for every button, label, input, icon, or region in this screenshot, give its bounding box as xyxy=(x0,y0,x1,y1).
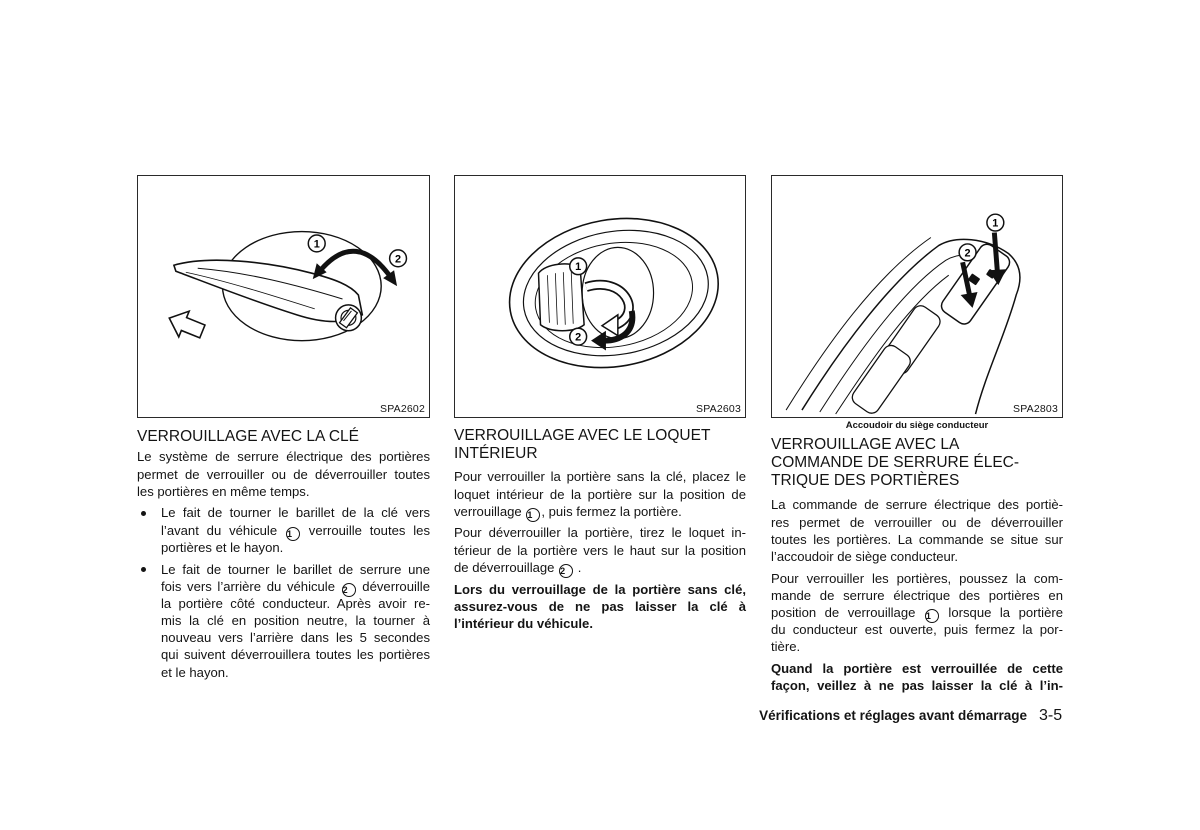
inside-latch-illustration xyxy=(455,176,745,417)
text-segment: verrouille toutes les xyxy=(300,522,430,538)
heading-line: VERROUILLAGE AVEC LE LOQUET xyxy=(454,427,711,444)
section-body xyxy=(137,448,430,685)
text-line: res permet de verrouiller ou de déverrouiller xyxy=(771,514,1063,530)
svg-text:2: 2 xyxy=(575,331,582,344)
text-line: la portière côté conducteur. Après avoir re- xyxy=(161,595,430,611)
circled-number: 2 xyxy=(342,583,356,597)
text-segment: verrouillage xyxy=(454,503,526,519)
heading-line: INTÉRIEUR xyxy=(454,444,538,462)
svg-text:2: 2 xyxy=(964,247,971,260)
svg-text:1: 1 xyxy=(313,238,320,251)
text-line: tière. xyxy=(771,639,801,655)
text-line xyxy=(161,522,430,539)
text-segment: déverrouille xyxy=(356,578,430,594)
figure-code: SPA2602 xyxy=(380,403,425,415)
text-line: Quand la portière est verrouillée de cette xyxy=(771,661,1063,677)
paragraph xyxy=(137,448,430,500)
text-line: térieur de la portière vers le haut sur la position xyxy=(454,542,746,558)
svg-text:2: 2 xyxy=(395,253,402,266)
key-cylinder xyxy=(336,305,362,331)
text-line: Lors du verrouillage de la portière sans clé, xyxy=(454,581,746,597)
text-line: Pour verrouiller les portières, poussez la com- xyxy=(771,570,1063,586)
circled-number: 1 xyxy=(286,527,300,541)
callout-2 xyxy=(959,244,976,261)
callout-1 xyxy=(570,258,587,275)
text-segment: lorsque la portière xyxy=(939,605,1063,621)
figure-code: SPA2803 xyxy=(1013,403,1058,415)
text-line: les portières en même temps. xyxy=(137,483,310,499)
latch-bezel-outer xyxy=(498,202,731,383)
warning-paragraph xyxy=(771,660,1063,694)
text-line: Le fait de tourner le barillet de serrure une xyxy=(161,561,430,577)
svg-text:1: 1 xyxy=(575,261,582,274)
section-body xyxy=(454,468,746,636)
front-direction-arrow xyxy=(164,305,208,344)
bullet-item xyxy=(137,504,430,556)
callout-1 xyxy=(308,235,325,252)
text-line: Le système de serrure électrique des portières xyxy=(137,449,430,465)
callout-2 xyxy=(390,250,407,267)
paragraph xyxy=(771,496,1063,565)
text-line: qui suivent déverrouillera toutes les portières xyxy=(161,647,430,663)
text-line: Pour verrouiller la portière sans la clé, placez le xyxy=(454,469,746,485)
text-line xyxy=(161,578,430,595)
text-line: Le fait de tourner le barillet de la clé vers xyxy=(161,505,430,521)
section-heading xyxy=(454,427,746,462)
text-line: mis la clé en position neutre, la tourner à xyxy=(161,613,430,629)
figure-power-lock-switch xyxy=(771,175,1063,418)
text-line xyxy=(454,559,746,576)
text-segment: l’avant du véhicule xyxy=(161,522,285,538)
text-line: façon, veillez à ne pas laisser la clé à l’in- xyxy=(771,678,1063,694)
paragraph xyxy=(454,524,746,576)
text-line: et le hayon. xyxy=(161,664,229,680)
unlock-pull-arrow xyxy=(586,285,629,336)
callout-2 xyxy=(570,328,587,345)
circled-number: 2 xyxy=(559,564,573,578)
text-line: du conducteur est ouverte, puis fermez la por- xyxy=(771,622,1063,638)
figure-inside-latch xyxy=(454,175,746,418)
section-heading xyxy=(771,436,1063,490)
text-line: nouveau vers l’arrière dans les 5 secondes xyxy=(161,630,430,646)
heading-line: COMMANDE DE SERRURE ÉLEC- xyxy=(771,454,1020,471)
door-handle-illustration xyxy=(138,176,429,417)
text-segment: , puis fermez la portière. xyxy=(541,503,682,519)
text-line: permet de verrouiller ou de déverrouiller toutes xyxy=(137,466,430,482)
circled-number: 1 xyxy=(526,508,540,522)
armrest-switch-illustration xyxy=(772,176,1062,417)
heading-line: VERROUILLAGE AVEC LA xyxy=(771,436,960,453)
callout-1 xyxy=(987,214,1004,231)
text-line xyxy=(454,503,746,520)
text-segment: fois vers l’arrière du véhicule xyxy=(161,578,341,594)
text-line: assurez-vous de ne pas laisser la clé à xyxy=(454,598,746,614)
warning-paragraph xyxy=(454,581,746,633)
text-line: Pour déverrouiller la portière, tirez le loquet in- xyxy=(454,525,746,541)
paragraph xyxy=(771,570,1063,656)
text-line: loquet intérieur de la portière sur la position de xyxy=(454,486,746,502)
section-heading xyxy=(137,428,430,446)
door-handle xyxy=(174,260,362,321)
figure-caption: Accoudoir du siège conducteur xyxy=(845,420,989,431)
footer-chapter-title: Vérifications et réglages avant démarrage xyxy=(759,708,1027,723)
heading-line: TRIQUE DES PORTIÈRES xyxy=(771,472,960,489)
text-line: l’accoudoir de siège conducteur. xyxy=(771,548,959,564)
page-number: 3-5 xyxy=(1039,707,1063,724)
text-segment: . xyxy=(574,559,582,575)
svg-text:1: 1 xyxy=(992,217,999,230)
text-line: toutes les portières. La commande se situe sur xyxy=(771,531,1063,547)
text-line: portières et le hayon. xyxy=(161,539,284,555)
text-line: mande de serrure électrique des portières en xyxy=(771,587,1063,603)
text-segment: position de verrouillage xyxy=(771,605,924,621)
figure-key-lock xyxy=(137,175,430,418)
text-line xyxy=(771,604,1063,621)
bullet-item xyxy=(137,561,430,681)
heading-line: VERROUILLAGE AVEC LA CLÉ xyxy=(137,428,359,445)
text-segment: de déverrouillage xyxy=(454,559,559,575)
text-line: l’intérieur du véhicule. xyxy=(454,615,593,631)
figure-code: SPA2603 xyxy=(696,403,741,415)
circled-number: 1 xyxy=(925,609,939,623)
text-line: La commande de serrure électrique des portiè- xyxy=(771,497,1063,513)
section-body xyxy=(771,496,1063,699)
paragraph xyxy=(454,468,746,520)
